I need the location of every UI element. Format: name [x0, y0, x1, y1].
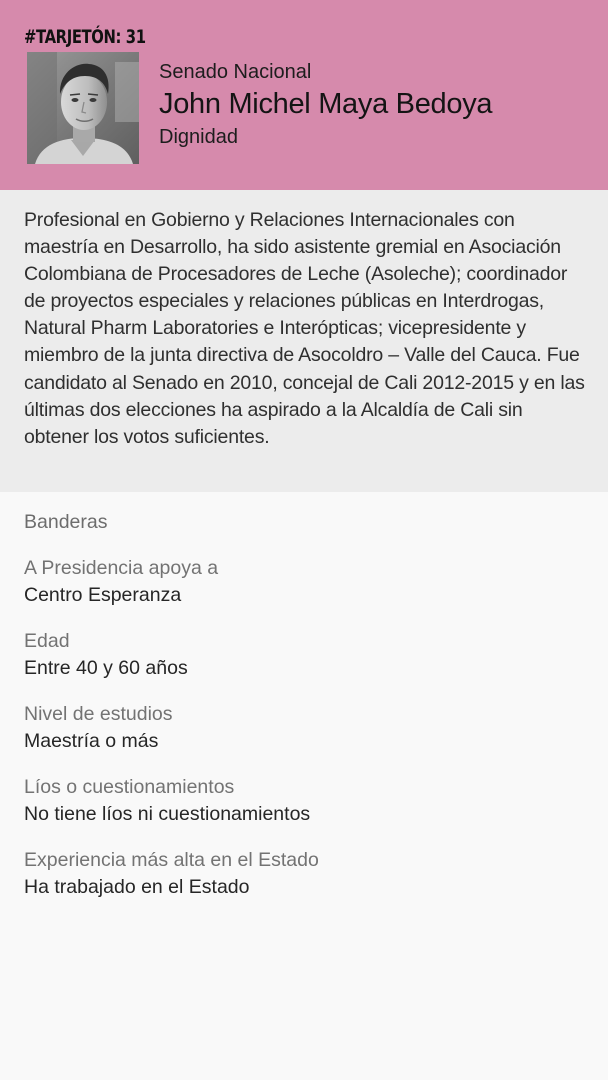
candidate-portrait-image — [27, 52, 139, 164]
candidate-photo — [27, 52, 139, 164]
detail-value: Entre 40 y 60 años — [24, 657, 188, 679]
candidate-details — [24, 510, 594, 921]
flags-heading: Banderas — [24, 511, 108, 533]
detail-field-state-experience — [24, 848, 594, 899]
biography-section — [0, 190, 608, 492]
detail-value: No tiene líos ni cuestionamientos — [24, 803, 311, 825]
detail-label: Experiencia más alta en el Estado — [24, 849, 319, 871]
detail-label: A Presidencia apoya a — [24, 557, 219, 579]
detail-label: Edad — [24, 630, 70, 652]
chamber-label: Senado Nacional — [159, 61, 312, 83]
detail-value: Centro Esperanza — [24, 584, 182, 606]
ballot-number-tag: #TARJETÓN: 31 — [24, 26, 146, 48]
detail-field-controversies — [24, 775, 594, 826]
detail-field-age — [24, 629, 594, 680]
candidate-header — [0, 0, 608, 190]
detail-field-presidency — [24, 556, 594, 607]
biography-text: Profesional en Gobierno y Relaciones Internacionales con maestría en Desarrollo, ha sido asistente gremial en Asociación Colombiana de Procesadores de Leche (Asoleche); coordinador de proyectos especiales y relaciones públicas en Interdrogas, Natural Pharm Laboratories e Interópticas; vicepresidente y miembro de la junta directiva de Asocoldro – Valle del Cauca. Fue candidato al Senado en 2010, concejal de Cali 2012-2015 y en las últimas dos elecciones ha aspirado a la Alcaldía de Cali sin obtener los votos suficientes. — [24, 209, 585, 448]
dignity-label: Dignidad — [159, 126, 238, 148]
detail-value: Maestría o más — [24, 730, 159, 752]
detail-label: Líos o cuestionamientos — [24, 776, 235, 798]
detail-label: Nivel de estudios — [24, 703, 173, 725]
candidate-name: John Michel Maya Bedoya — [159, 88, 493, 120]
detail-field-education — [24, 702, 594, 753]
detail-value: Ha trabajado en el Estado — [24, 876, 250, 898]
